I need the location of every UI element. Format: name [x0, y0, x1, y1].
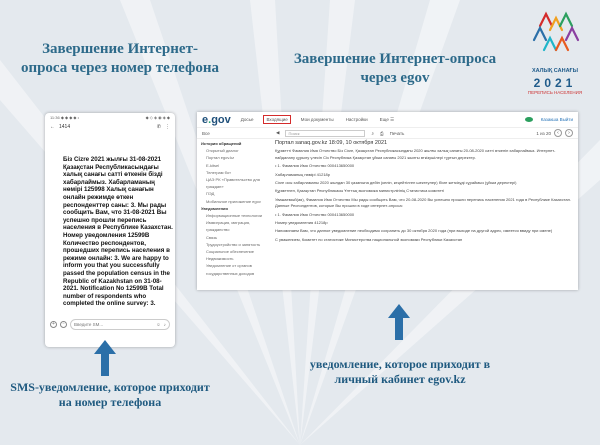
prev-page-icon[interactable]: ‹	[554, 129, 562, 137]
more-icon[interactable]: ⋮	[165, 124, 170, 130]
phone-status-bar	[45, 113, 175, 122]
egov-toolbar	[197, 127, 578, 139]
message-line: • 1. Фамилия Имя Отчество 000413650000	[275, 211, 355, 217]
egov-logo[interactable]: e.gov	[202, 113, 231, 126]
status-left: 11:36 ◆ ◆ ◆ ◆ •	[50, 115, 79, 120]
print-icon[interactable]: ⎙	[380, 130, 384, 136]
add-icon[interactable]: +	[50, 321, 57, 328]
eye-icon[interactable]	[525, 117, 533, 122]
status-right: ◆ ◇ ◈ ◉ ◈ ◆	[145, 115, 170, 120]
nav-more[interactable]: Еще ☰	[379, 116, 395, 122]
phone-screenshot	[45, 113, 175, 347]
language-exit-links[interactable]: Казакша Выйти	[540, 117, 573, 122]
sidebar-item[interactable]: Уведомление от органов государственных доходов	[206, 263, 255, 276]
nav-settings[interactable]: Настройки	[345, 117, 368, 122]
sidebar-item[interactable]: Открытый диалог	[206, 148, 239, 154]
pager	[536, 129, 573, 137]
message-line: Номер уведомления 41218р	[275, 220, 328, 226]
sidebar-item[interactable]: Недвижимость	[206, 256, 234, 262]
next-page-icon[interactable]: ›	[565, 129, 573, 137]
back-arrow-icon[interactable]: ◀	[276, 130, 280, 135]
message-input[interactable]	[70, 319, 170, 330]
sidebar-section[interactable]: Уведомления	[201, 205, 228, 211]
arrow-left-icon[interactable]: ←	[50, 124, 55, 130]
mic-icon[interactable]: ♪	[163, 322, 166, 327]
message-line: Сізге осы хабарламаны 2020 жылдан 30 қазанына дейін (келіп, кеңейтiлген шектеулер) бiзге жеткiзудi сұраймыз (ұйым деректерi)	[275, 180, 517, 186]
emoji-icon[interactable]: ☺	[156, 322, 161, 327]
message-placeholder: Введите SM...	[74, 322, 104, 327]
pager-label: 1 из 20	[536, 130, 551, 136]
logo-caption: ХАЛЫҚ САНАҒЫ	[531, 68, 579, 74]
search-icon[interactable]: ⌕	[371, 130, 374, 136]
arrow-up-left	[94, 340, 116, 376]
sidebar-item[interactable]: Связь	[206, 234, 218, 240]
sidebar-item[interactable]: Трудоустройство и занятость	[206, 241, 261, 247]
sidebar-item[interactable]: Социальное обеспечение	[206, 249, 254, 255]
filter-all[interactable]: Все	[202, 130, 210, 136]
sidebar-item[interactable]: Телеграм бот	[206, 169, 231, 175]
message-line: Құрметті Фамилия Имя Отчество Біз Сізге, Қазақстан Республикасындағы 2020 жылғы халық санағы 20-08-2020 сатті өткенiн хабарлаймыз. Интернет-пайдалану құрылу үлесiн Сiз Республика Қазақстан ұйым санағы 2021 жылғы өткiзушiлерi тұрғын деректер.	[275, 148, 556, 160]
message-line: Құрметпен, Қазақстан Республикасы Ұлттық экономика министрлiгiнiң Статистика комитетi	[275, 188, 445, 194]
egov-message	[275, 140, 573, 245]
phone-call-icon[interactable]: ✆	[156, 124, 161, 130]
phone-header	[45, 122, 175, 132]
print-label[interactable]: Печать	[389, 130, 405, 136]
sender-number: 1414	[59, 124, 71, 130]
sidebar-item[interactable]: ПЭД	[206, 191, 215, 197]
message-line: Уважаемый(ая), Фамилия Имя Отчество Мы рады сообщить Вам, что 20-08-2020 Вы успешно прошли перепись населения 2021 года в Республике Казахстан. Данные Респондентов, которые Вы прошли в ходе интернет-опроса:	[275, 196, 571, 209]
logo-year: 2021	[533, 76, 577, 90]
title-egov: Завершение Интернет-опроса через egov	[293, 51, 497, 86]
logo-subcaption: ПЕРЕПИСЬ НАСЕЛЕНИЯ	[527, 90, 583, 95]
caption-egov: уведомление, которое приходит в личный кабинет egov.kz	[309, 357, 491, 386]
egov-header	[197, 112, 578, 127]
sms-message: Біз Cizre 2021 жылғы 31-08-2021 Қазақстан Республикасындағы халық санағы сатті өткенiн бiздi хабарлаймыз. Хабарламаның нөмiрi 125998 Халық санағын онлайн режимде өткен респонденттер саны: 3. Мы рады сообщить Вам, что 31-08-2021 Вы успешно прошли перепись населения в Республике Казахстан. Номер уведомления 12599В Количество респондентов, прошедших перепись населения в режиме онлайн: 3. We are happy to inform you that you successfully passed the population census in the Republic of Kazakhstan on 31-08-2021. Notification No 12599В Total number of respondents who completed the online survey: 3.	[63, 156, 173, 308]
sidebar-section[interactable]: История обращений	[201, 141, 242, 146]
nav-dossier[interactable]: Досье	[240, 117, 254, 122]
title-phone: Завершение Интернет-опроса через номер телефона	[20, 41, 220, 76]
egov-sidebar	[197, 140, 269, 277]
message-body	[275, 148, 573, 243]
sidebar-item[interactable]: E-kitsel	[206, 162, 220, 168]
sidebar-item[interactable]: Портал egov.kz	[206, 155, 235, 161]
message-line: С уважением, Комитет по статистике Министерства национальной экономики Республики Казахстан	[275, 236, 463, 242]
search-input[interactable]: Поиск	[285, 130, 365, 137]
message-subject: Портал sanaq.gov.kz 18:09, 10 октября 2021	[275, 140, 388, 146]
gallery-icon[interactable]: ▫	[60, 321, 67, 328]
message-input-bar	[50, 318, 170, 331]
message-line: Хабарламаның нөмiрi 41218р	[275, 171, 330, 177]
message-line: • 1. Фамилия Имя Отчество 000413650000	[275, 163, 355, 169]
sidebar-item[interactable]: ЦАЭ РК «Правительство для граждан»	[206, 177, 260, 190]
caption-sms: SMS-уведомление, которое приходит на номер телефона	[10, 380, 210, 409]
arrow-up-right	[388, 304, 410, 340]
sidebar-item[interactable]: Информационные технологии	[206, 213, 262, 219]
nav-documents[interactable]: Мои документы	[300, 117, 334, 122]
nav-inbox[interactable]: Входящие	[263, 115, 290, 124]
sidebar-item[interactable]: Мобильное приложение egov	[206, 198, 261, 204]
egov-screenshot	[197, 112, 578, 290]
sidebar-item[interactable]: Иммиграция, миграция, гражданство	[206, 220, 251, 233]
message-line: Напоминаем Вам, что данное уведомление необходимо сохранить до 30 октября 2020 года (при выходе на другой адрес, имеется ввиду при смене)	[275, 228, 553, 234]
